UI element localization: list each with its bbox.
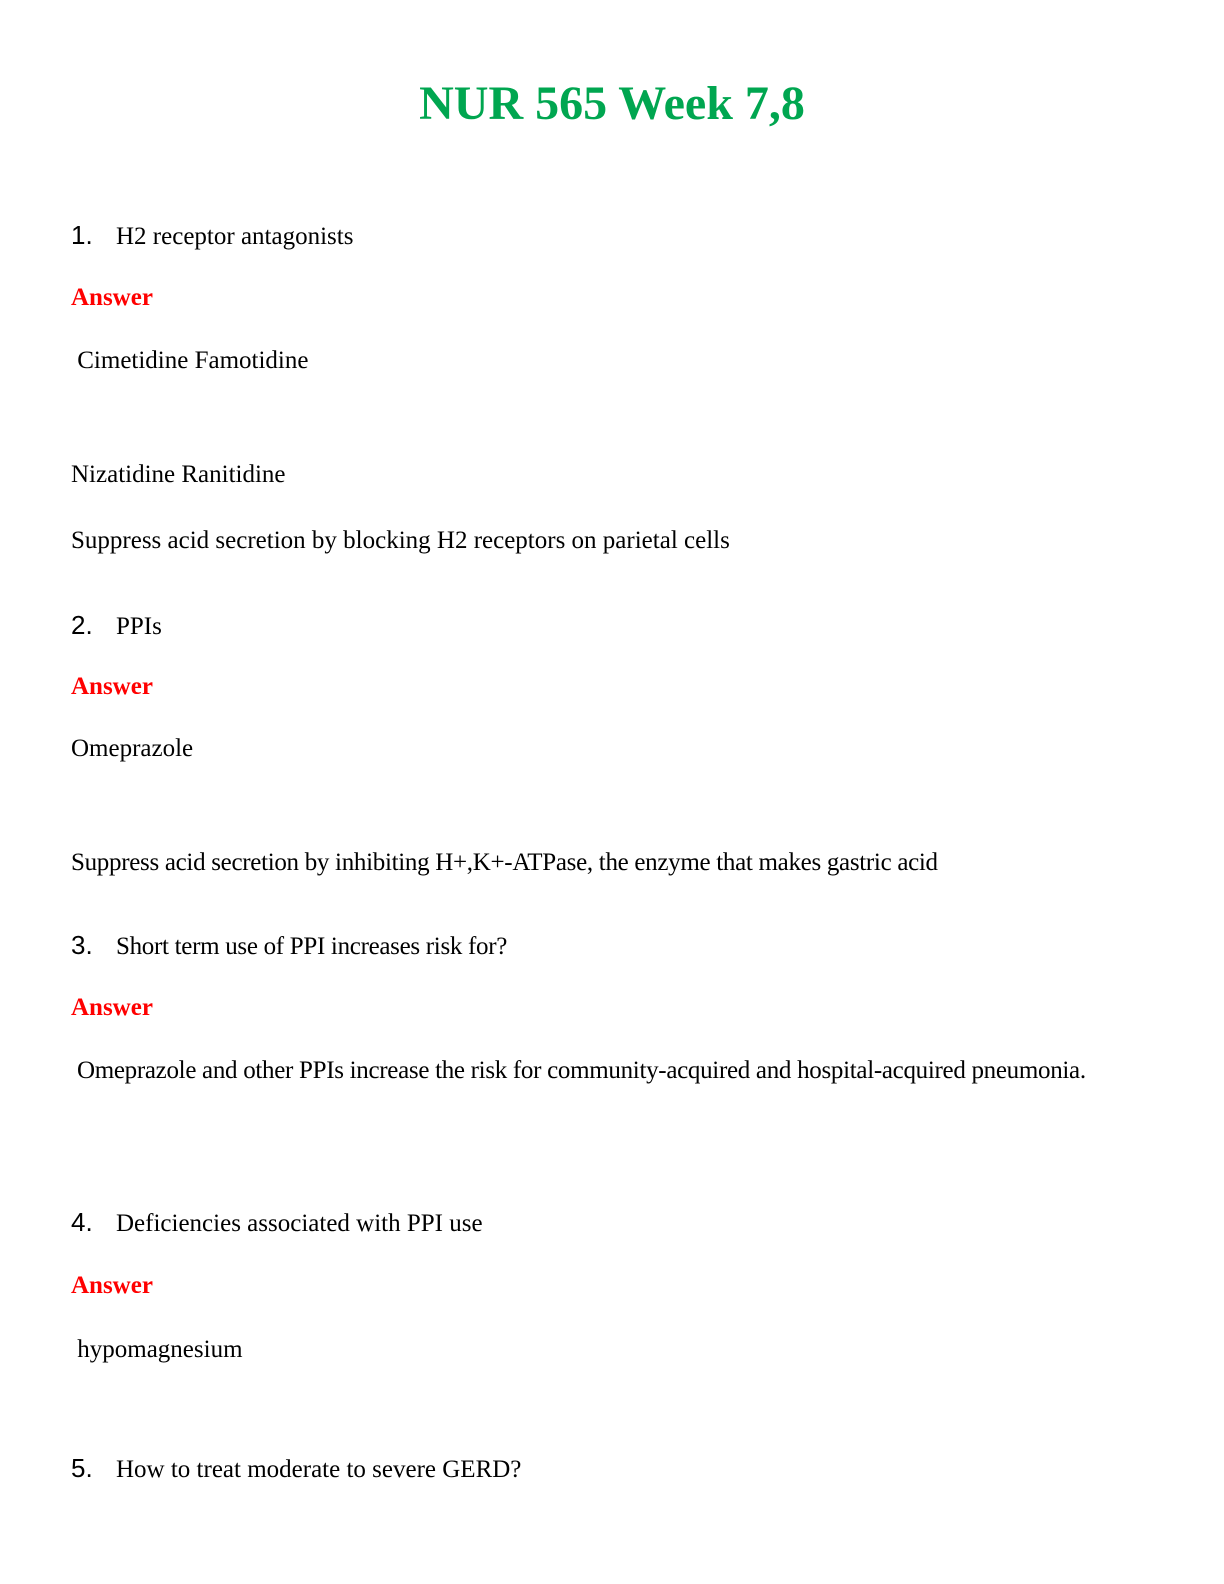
question-number: 3. <box>71 930 93 960</box>
answer-label: Answer <box>71 284 153 311</box>
question-2 <box>71 608 162 644</box>
question-text: How to treat moderate to severe GERD? <box>116 1456 522 1483</box>
question-3 <box>71 928 507 964</box>
answer-label: Answer <box>71 1272 153 1299</box>
question-number: 2. <box>71 610 93 640</box>
question-text: Short term use of PPI increases risk for? <box>116 933 508 960</box>
question-5 <box>71 1451 521 1487</box>
question-number: 4. <box>71 1207 93 1237</box>
question-text: Deficiencies associated with PPI use <box>116 1210 483 1237</box>
answer-label: Answer <box>71 994 153 1021</box>
question-text: PPIs <box>116 613 162 640</box>
question-number: 1. <box>71 220 93 250</box>
answer-line: hypomagnesium <box>71 1336 243 1363</box>
document-title: NUR 565 Week 7,8 <box>419 77 805 130</box>
answer-line: Suppress acid secretion by blocking H2 receptors on parietal cells <box>71 527 730 554</box>
answer-line: Nizatidine Ranitidine <box>71 461 286 488</box>
answer-line: Omeprazole <box>71 735 194 762</box>
answer-line: Cimetidine Famotidine <box>71 347 309 374</box>
question-text: H2 receptor antagonists <box>116 223 354 250</box>
question-1 <box>71 218 353 254</box>
answer-label: Answer <box>71 673 153 700</box>
answer-line: Omeprazole and other PPIs increase the risk for community-acquired and hospital-acquired pneumonia. <box>71 1057 1086 1084</box>
question-number: 5. <box>71 1453 93 1483</box>
question-4 <box>71 1205 483 1241</box>
answer-line: Suppress acid secretion by inhibiting H+,K+-ATPase, the enzyme that makes gastric acid <box>71 849 938 876</box>
